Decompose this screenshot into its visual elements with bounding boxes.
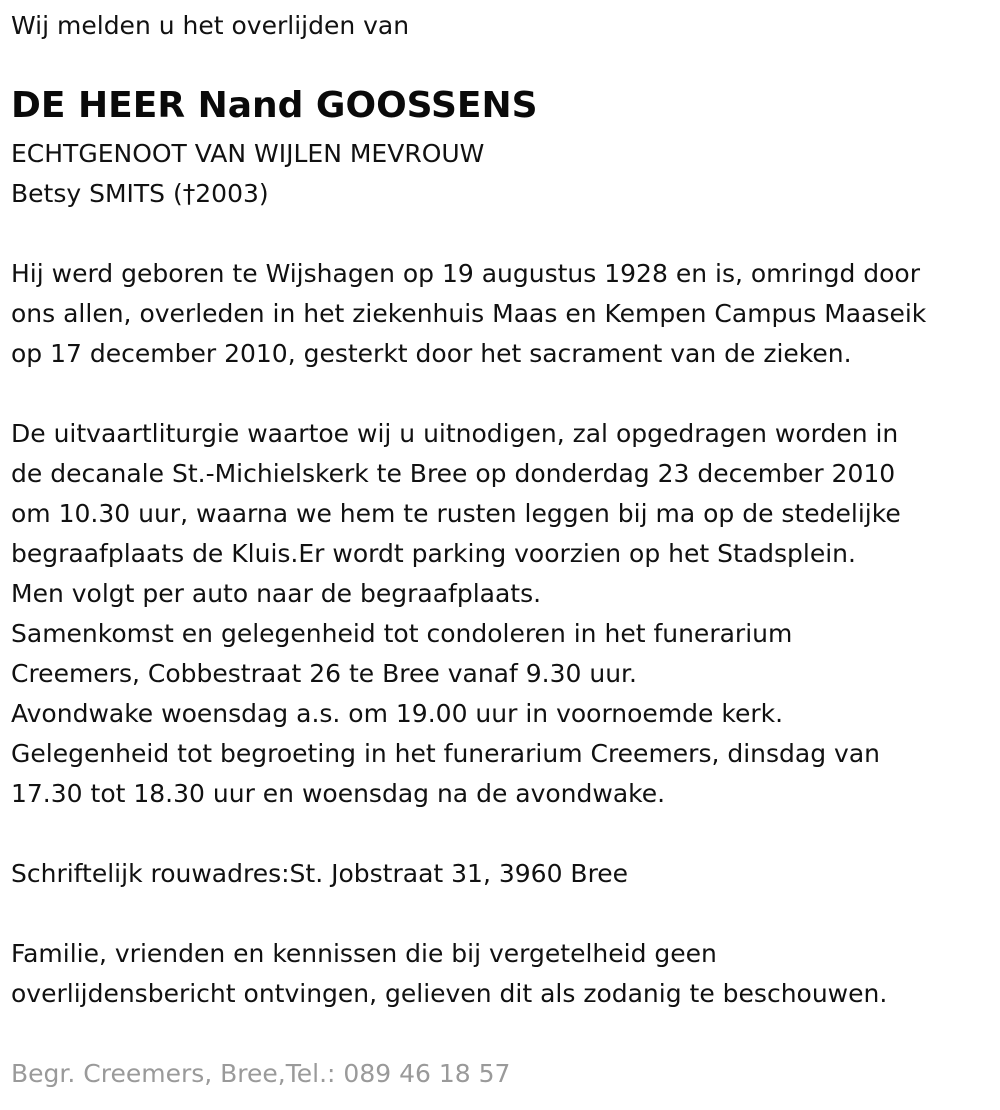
- paragraph-line: Avondwake woensdag a.s. om 19.00 uur in voornoemde kerk.: [11, 699, 784, 728]
- paragraph-line: op 17 december 2010, gesterkt door het sacrament van de zieken.: [11, 339, 852, 368]
- paragraph-line: De uitvaartliturgie waartoe wij u uitnodigen, zal opgedragen worden in: [11, 419, 899, 448]
- intro-text: Wij melden u het overlijden van: [11, 11, 410, 40]
- paragraph-line: Creemers, Cobbestraat 26 te Bree vanaf 9.30 uur.: [11, 659, 637, 688]
- paragraph-line: Familie, vrienden en kennissen die bij vergetelheid geen: [11, 939, 717, 968]
- paragraph-line: Samenkomst en gelegenheid tot condoleren in het funerarium: [11, 619, 793, 648]
- address-line: Schriftelijk rouwadres:St. Jobstraat 31, 3960 Bree: [11, 859, 629, 888]
- paragraph-line: 17.30 tot 18.30 uur en woensdag na de avondwake.: [11, 779, 666, 808]
- funeral-details-paragraph: [11, 414, 901, 814]
- deceased-name: DE HEER Nand GOOSSENS: [11, 85, 538, 126]
- paragraph-line: Men volgt per auto naar de begraafplaats.: [11, 579, 542, 608]
- funeral-home-footer: Begr. Creemers, Bree,Tel.: 089 46 18 57: [11, 1059, 511, 1088]
- birth-death-paragraph: [11, 254, 926, 374]
- spouse-line: ECHTGENOOT VAN WIJLEN MEVROUW: [11, 139, 485, 168]
- spouse-section: [11, 134, 484, 214]
- mourning-address: [11, 854, 628, 894]
- paragraph-line: overlijdensbericht ontvingen, gelieven dit als zodanig te beschouwen.: [11, 979, 888, 1008]
- paragraph-line: Hij werd geboren te Wijshagen op 19 augustus 1928 en is, omringd door: [11, 259, 920, 288]
- closing-paragraph: [11, 934, 887, 1014]
- paragraph-line: begraafplaats de Kluis.Er wordt parking voorzien op het Stadsplein.: [11, 539, 856, 568]
- paragraph-line: ons allen, overleden in het ziekenhuis Maas en Kempen Campus Maaseik: [11, 299, 927, 328]
- paragraph-line: om 10.30 uur, waarna we hem te rusten leggen bij ma op de stedelijke: [11, 499, 901, 528]
- paragraph-line: Gelegenheid tot begroeting in het funerarium Creemers, dinsdag van: [11, 739, 881, 768]
- paragraph-line: de decanale St.-Michielskerk te Bree op donderdag 23 december 2010: [11, 459, 896, 488]
- spouse-line: Betsy SMITS (†2003): [11, 179, 269, 208]
